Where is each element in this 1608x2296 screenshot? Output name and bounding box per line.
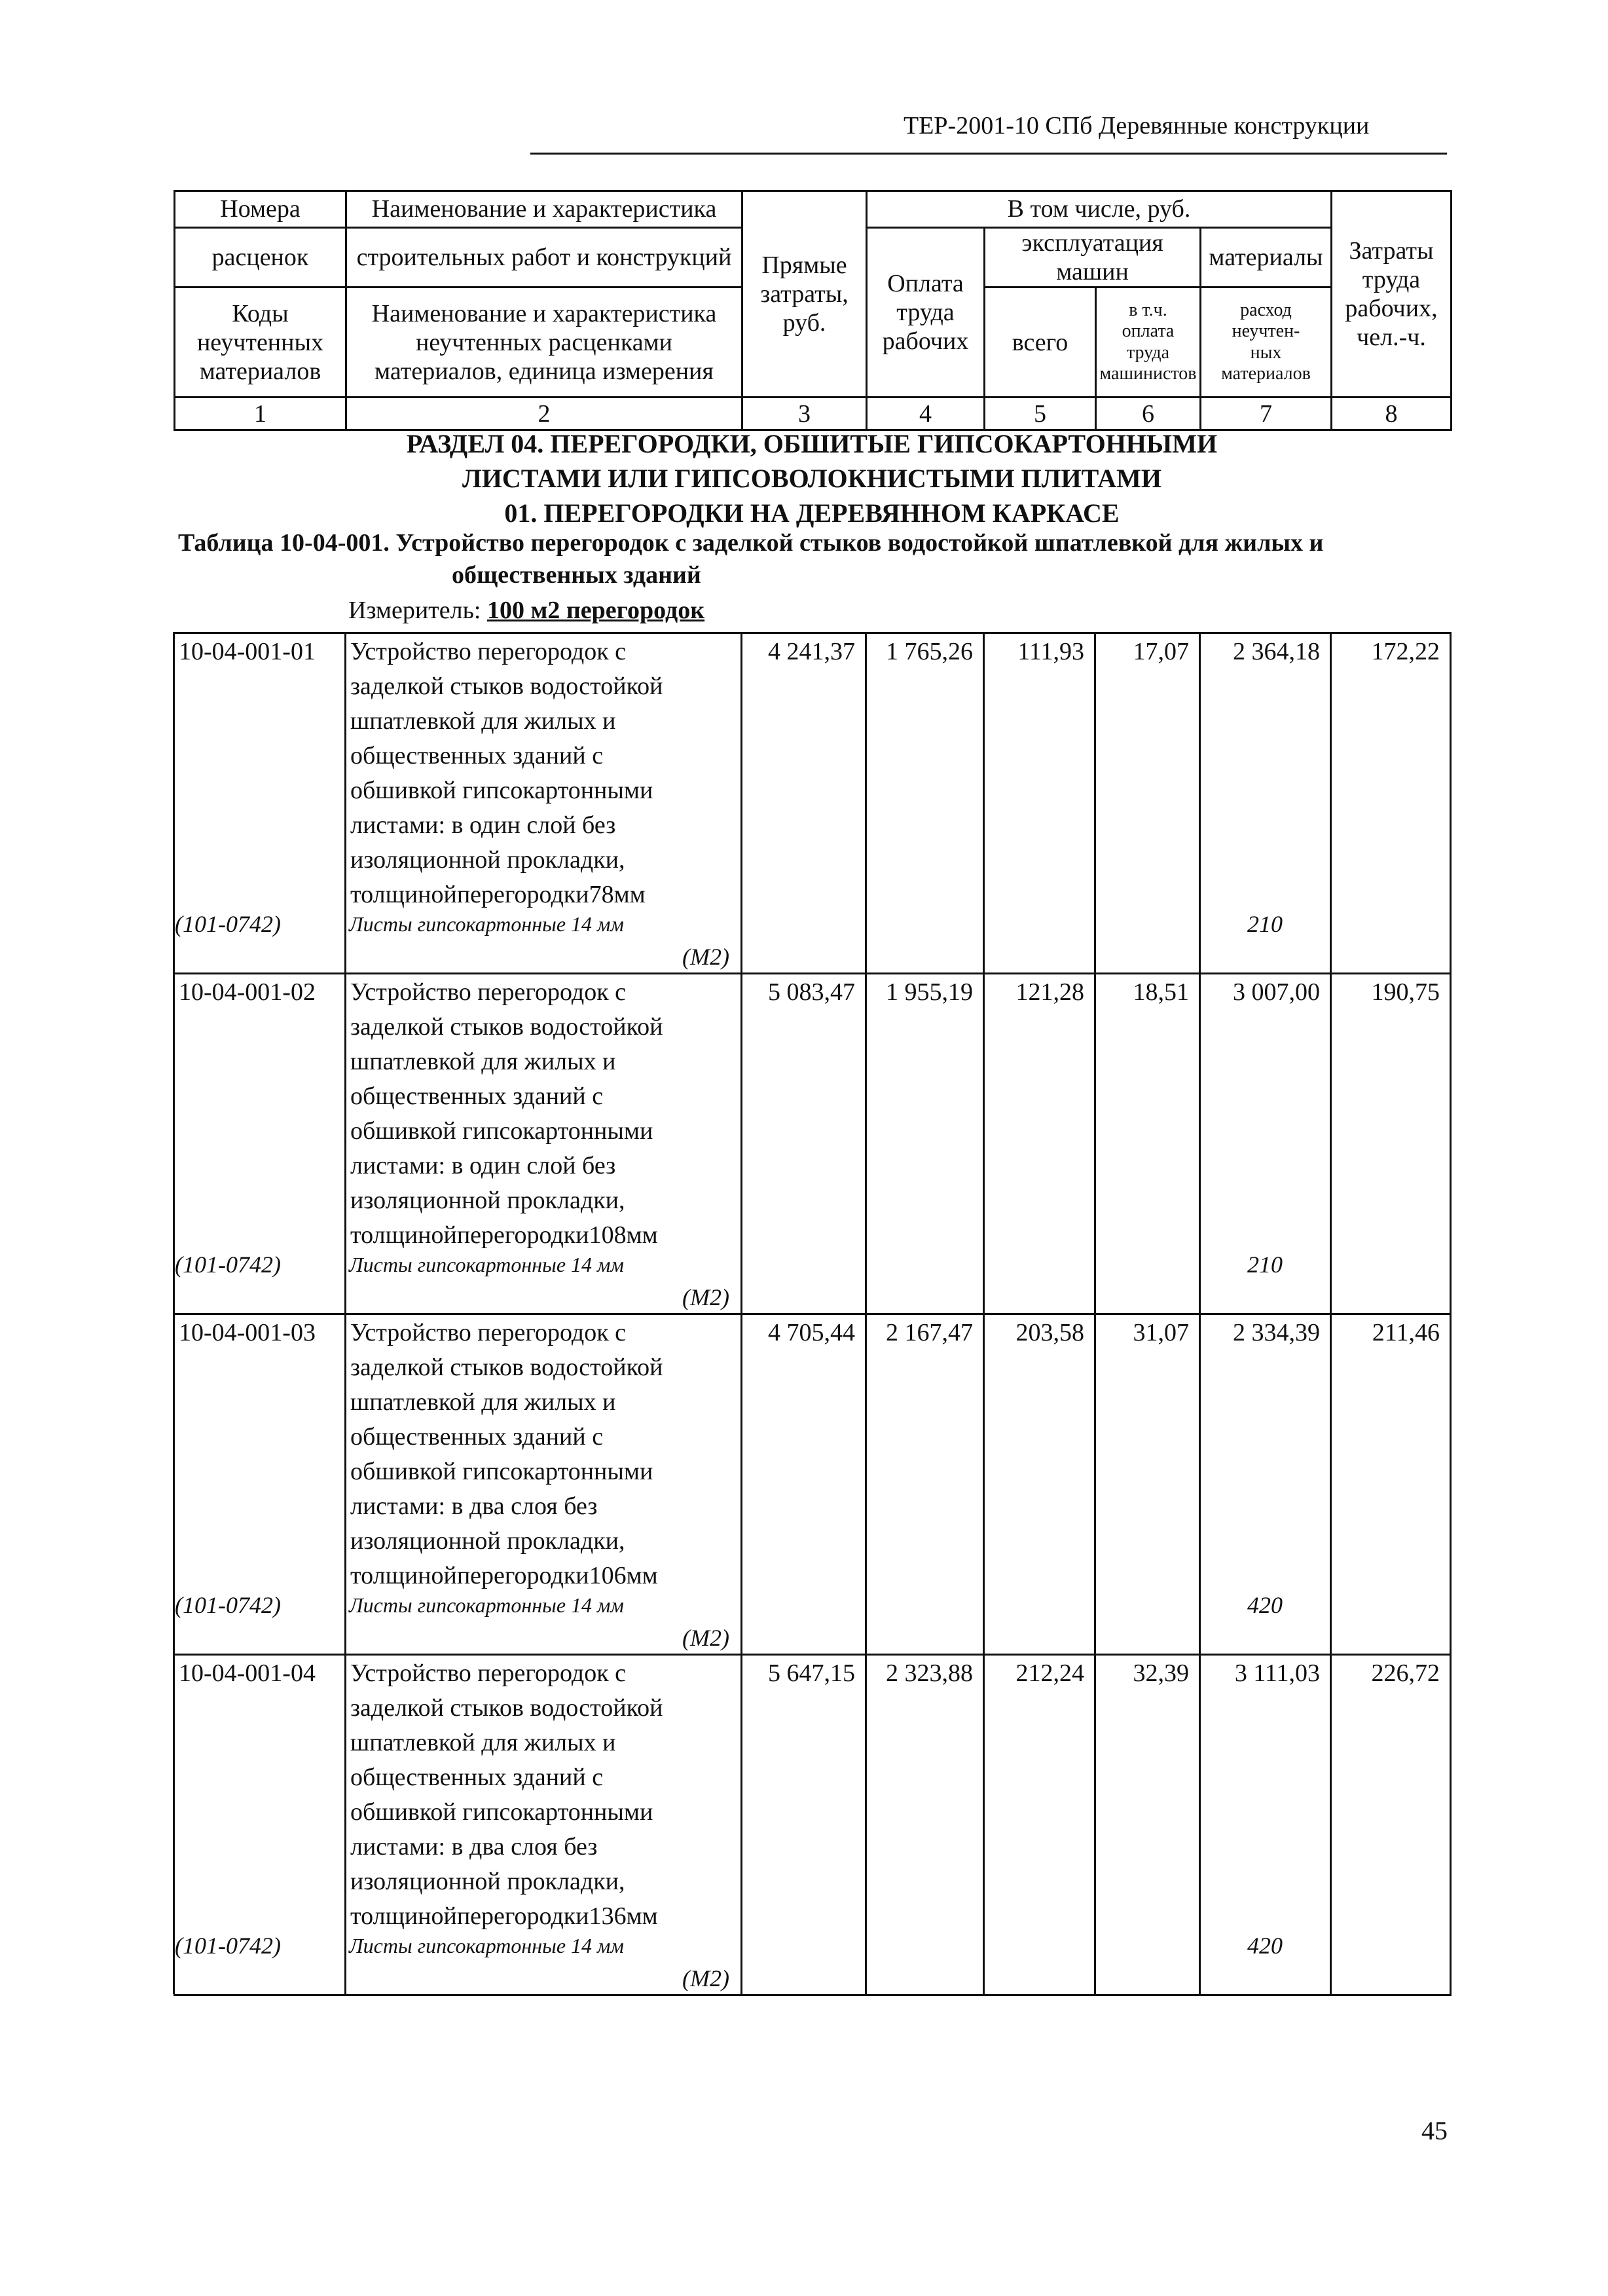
- column-number: 8: [1332, 398, 1452, 430]
- header-machines-total: всего: [985, 287, 1096, 398]
- rate-code: 10-04-001-02: [179, 978, 316, 1006]
- rate-description-line: заделкой стыков водостойкой: [350, 1694, 663, 1722]
- header-text: Затраты: [1349, 236, 1434, 265]
- header-text: в т.ч.: [1129, 300, 1167, 321]
- material-name: Листы гипсокартонные 14 мм: [349, 1253, 624, 1276]
- material-code: (101-0742): [175, 1251, 281, 1278]
- rate-value-materials: 3 111,03: [1234, 1659, 1320, 1687]
- header-text: руб.: [782, 309, 826, 337]
- material-unit: (М2): [682, 1284, 729, 1310]
- header-text: расход: [1240, 300, 1292, 321]
- material-quantity: 210: [1247, 1251, 1283, 1278]
- material-name: Листы гипсокартонные 14 мм: [349, 912, 624, 936]
- rate-description-line: общественных зданий с: [350, 742, 604, 769]
- header-text: труда: [1362, 266, 1421, 293]
- column-number: 7: [1201, 398, 1332, 430]
- rate-value-labor-pay: 1 955,19: [886, 978, 973, 1006]
- rate-value-materials: 2 364,18: [1233, 638, 1320, 665]
- rate-description-line: шпатлевкой для жилых и: [350, 1388, 616, 1416]
- rate-description-line: изоляционной прокладки,: [350, 1187, 625, 1214]
- rate-description-line: Устройство перегородок с: [350, 978, 627, 1006]
- rate-description-line: листами: в один слой без: [350, 1152, 616, 1179]
- header-text: неучтенных расценками: [416, 328, 672, 356]
- rate-value-machines-total: 203,58: [1015, 1319, 1084, 1346]
- rate-value-machines-total: 111,93: [1017, 638, 1084, 665]
- table-rule: [174, 632, 1452, 634]
- header-text: неучтенных: [196, 328, 324, 356]
- rate-value-labor-pay: 2 323,88: [886, 1659, 973, 1687]
- rate-description-line: обшивкой гипсокартонными: [350, 1458, 653, 1485]
- rate-value-machinists-pay: 18,51: [1133, 978, 1189, 1006]
- material-quantity: 420: [1247, 1933, 1283, 1959]
- material-quantity: 420: [1247, 1592, 1283, 1618]
- header-text: Оплата: [887, 269, 964, 297]
- header-text: ных: [1250, 342, 1282, 363]
- table-rule: [174, 1994, 1452, 1996]
- rate-description-line: заделкой стыков водостойкой: [350, 1354, 663, 1381]
- rate-code: 10-04-001-01: [179, 638, 316, 665]
- rate-code: 10-04-001-04: [179, 1659, 316, 1687]
- material-name: Листы гипсокартонные 14 мм: [349, 1934, 624, 1957]
- rate-value-labor-hours: 172,22: [1371, 638, 1440, 665]
- rate-description-line: изоляционной прокладки,: [350, 1527, 625, 1555]
- rate-value-machinists-pay: 17,07: [1133, 638, 1189, 665]
- rate-description-line: листами: в два слоя без: [350, 1492, 598, 1520]
- rate-description-line: обшивкой гипсокартонными: [350, 1798, 653, 1826]
- header-rate-numbers-2: расценок: [175, 228, 346, 287]
- header-text: машинистов: [1099, 363, 1197, 384]
- rate-value-labor-pay: 2 167,47: [886, 1319, 973, 1346]
- header-text: рабочих: [882, 327, 969, 356]
- rate-value-machinists-pay: 32,39: [1133, 1659, 1189, 1687]
- material-unit: (М2): [682, 1965, 729, 1991]
- material-quantity: 210: [1247, 911, 1283, 937]
- rate-description-line: заделкой стыков водостойкой: [350, 673, 663, 700]
- column-number: 3: [742, 398, 867, 430]
- rate-value-direct: 4 705,44: [768, 1319, 855, 1346]
- header-text: материалов, единица измерения: [375, 357, 714, 385]
- section-line: РАЗДЕЛ 04. ПЕРЕГОРОДКИ, ОБШИТЫЕ ГИПСОКАРТОННЫМИ: [406, 429, 1218, 458]
- material-code: (101-0742): [175, 911, 281, 937]
- material-unit: (М2): [682, 1625, 729, 1651]
- rate-value-machinists-pay: 31,07: [1133, 1319, 1189, 1346]
- material-name: Листы гипсокартонные 14 мм: [349, 1593, 624, 1617]
- rate-description-line: Устройство перегородок с: [350, 1659, 627, 1687]
- meter-label: Измеритель:: [348, 597, 481, 624]
- material-code: (101-0742): [175, 1592, 281, 1618]
- header-text: рабочих,: [1345, 295, 1438, 323]
- rate-description-line: толщинойперегородки106мм: [350, 1562, 658, 1589]
- rate-description-line: обшивкой гипсокартонными: [350, 777, 653, 804]
- section-line: ЛИСТАМИ ИЛИ ГИПСОВОЛОКНИСТЫМИ ПЛИТАМИ: [462, 463, 1162, 493]
- table-rule: [174, 1313, 1452, 1315]
- header-text: неучтен-: [1232, 321, 1300, 342]
- meter-value: 100 м2 перегородок: [487, 597, 705, 624]
- rate-description-line: шпатлевкой для жилых и: [350, 707, 616, 735]
- material-unit: (М2): [682, 944, 729, 970]
- rate-description-line: толщинойперегородки78мм: [350, 881, 646, 908]
- table-rule: [174, 1654, 1452, 1656]
- table-caption-line: общественных зданий: [452, 561, 701, 589]
- header-text: труда: [896, 299, 955, 327]
- rate-value-materials: 3 007,00: [1233, 978, 1320, 1006]
- rate-value-labor-pay: 1 765,26: [886, 638, 973, 665]
- rate-value-machines-total: 121,28: [1015, 978, 1084, 1006]
- rate-description-line: общественных зданий с: [350, 1764, 604, 1791]
- rate-description-line: листами: в один слой без: [350, 811, 616, 839]
- running-head: ТЕР-2001-10 СПб Деревянные конструкции: [904, 112, 1370, 139]
- material-code: (101-0742): [175, 1933, 281, 1959]
- rate-code: 10-04-001-03: [179, 1319, 316, 1346]
- header-text: Прямые: [761, 251, 847, 279]
- rate-value-direct: 4 241,37: [768, 638, 855, 665]
- header-text: труда: [1126, 342, 1170, 363]
- column-number: 4: [867, 398, 985, 430]
- header-text: затраты,: [760, 280, 849, 308]
- header-materials: материалы: [1201, 228, 1332, 287]
- rate-description-line: Устройство перегородок с: [350, 638, 627, 665]
- rate-description-line: толщинойперегородки136мм: [350, 1902, 658, 1930]
- rate-description-line: изоляционной прокладки,: [350, 846, 625, 874]
- rate-value-materials: 2 334,39: [1233, 1319, 1320, 1346]
- rate-description-line: Устройство перегородок с: [350, 1319, 627, 1346]
- rate-description-line: шпатлевкой для жилых и: [350, 1048, 616, 1075]
- page-number: 45: [1421, 2116, 1448, 2145]
- column-number: 2: [346, 398, 742, 430]
- rate-value-machines-total: 212,24: [1015, 1659, 1084, 1687]
- rate-value-labor-hours: 211,46: [1372, 1319, 1440, 1346]
- header-group-including: В том числе, руб.: [867, 191, 1332, 228]
- rate-description-line: изоляционной прокладки,: [350, 1868, 625, 1895]
- header-text: чел.-ч.: [1357, 324, 1426, 352]
- rate-description-line: листами: в два слоя без: [350, 1833, 598, 1861]
- header-machines: эксплуатация машин: [985, 228, 1201, 287]
- rate-description-line: заделкой стыков водостойкой: [350, 1013, 663, 1041]
- column-number: 1: [175, 398, 346, 430]
- header-text: Наименование и характеристика: [371, 299, 717, 327]
- rate-value-direct: 5 647,15: [768, 1659, 855, 1687]
- rate-description-line: толщинойперегородки108мм: [350, 1221, 658, 1249]
- header-text: материалов: [199, 357, 321, 385]
- header-text: материалов: [1221, 363, 1311, 384]
- header-text: Коды: [232, 299, 289, 327]
- column-number: 6: [1096, 398, 1201, 430]
- header-text: Наименование и характеристика: [371, 195, 717, 223]
- section-line: 01. ПЕРЕГОРОДКИ НА ДЕРЕВЯННОМ КАРКАСЕ: [504, 498, 1120, 528]
- rate-value-labor-hours: 226,72: [1371, 1659, 1440, 1687]
- table-rule: [174, 972, 1452, 974]
- rate-description-line: обшивкой гипсокартонными: [350, 1117, 653, 1145]
- rate-value-direct: 5 083,47: [768, 978, 855, 1006]
- header-text: оплата: [1122, 321, 1175, 342]
- column-number: 5: [985, 398, 1096, 430]
- header-text: Номера: [220, 195, 301, 223]
- rate-description-line: общественных зданий с: [350, 1083, 604, 1110]
- table-caption-line: Таблица 10-04-001. Устройство перегородок с заделкой стыков водостойкой шпатлевкой для жилых и: [178, 529, 1324, 557]
- rate-description-line: общественных зданий с: [350, 1423, 604, 1451]
- header-work-name-2: строительных работ и конструкций: [346, 228, 742, 287]
- rate-value-labor-hours: 190,75: [1371, 978, 1440, 1006]
- rate-description-line: шпатлевкой для жилых и: [350, 1729, 616, 1756]
